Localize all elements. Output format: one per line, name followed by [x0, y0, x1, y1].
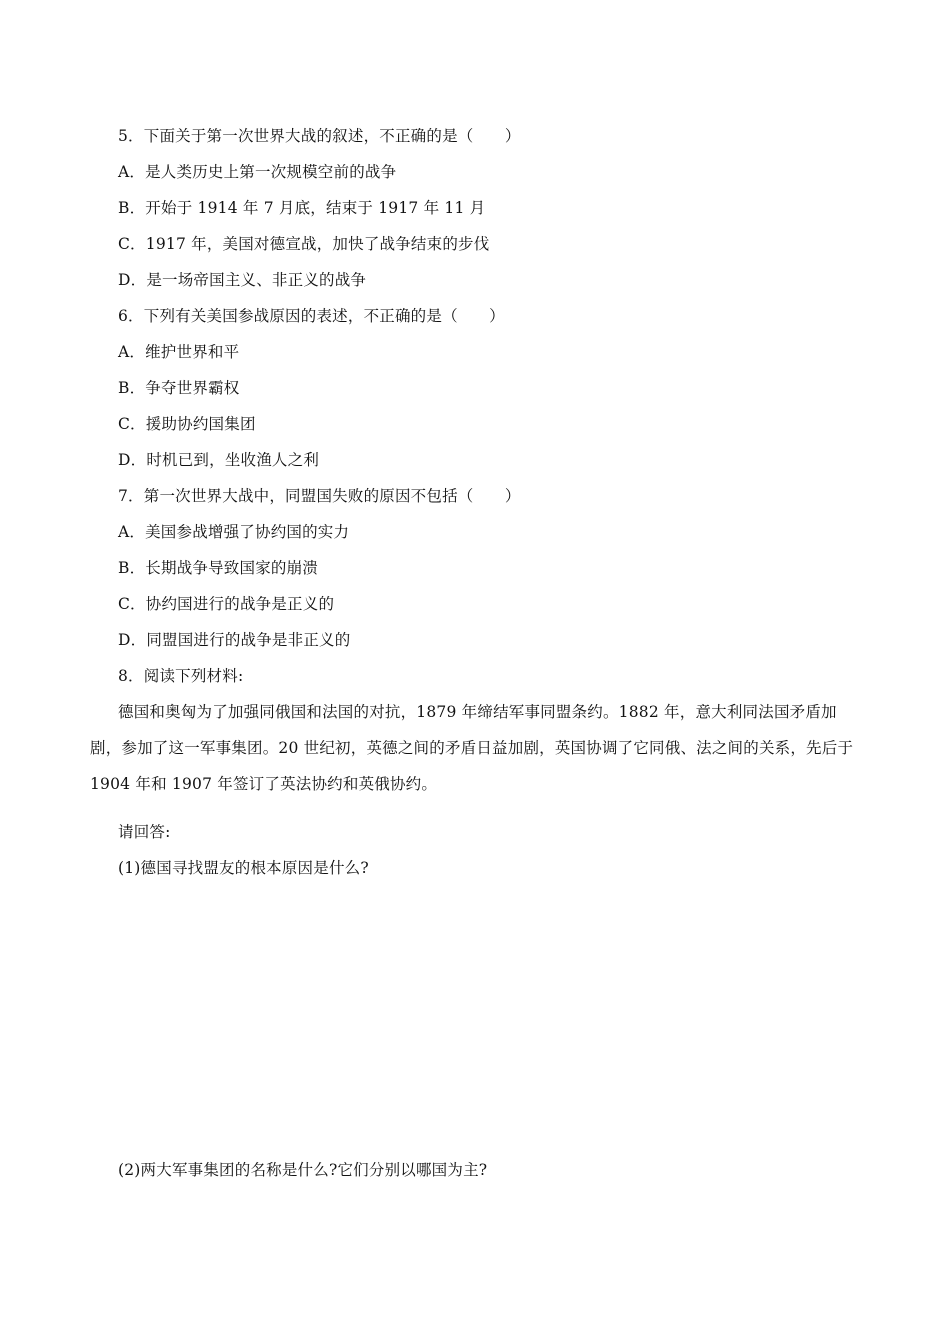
question-6-stem: 6．下列有关美国参战原因的表述，不正确的是（ ）	[118, 307, 505, 325]
question-7-option-b: B．长期战争导致国家的崩溃	[118, 559, 318, 577]
question-7-option-a: A．美国参战增强了协约国的实力	[118, 523, 350, 541]
question-6-option-a: A．维护世界和平	[118, 343, 240, 361]
question-5-stem: 5．下面关于第一次世界大战的叙述，不正确的是（ ）	[118, 127, 521, 145]
question-8-sub-2: (2)两大军事集团的名称是什么?它们分别以哪国为主?	[118, 1161, 488, 1179]
answer-space-2	[118, 1192, 858, 1322]
answer-space-1	[118, 890, 858, 1150]
question-8-material: 德国和奥匈为了加强同俄国和法国的对抗，1879 年缔结军事同盟条约。1882 年，意大利同法国矛盾加剧，参加了这一军事集团。20 世纪初，英德之间的矛盾日益加剧，英国协调了它同俄、法之间的关系，先后于 1904 年和 1907 年签订了英法协约和英俄协约。	[90, 703, 854, 793]
question-5-option-c: C．1917 年，美国对德宣战，加快了战争结束的步伐	[118, 235, 490, 253]
question-5-option-a: A．是人类历史上第一次规模空前的战争	[118, 163, 397, 181]
question-8-stem: 8．阅读下列材料:	[118, 667, 244, 685]
question-7-stem: 7．第一次世界大战中，同盟国失败的原因不包括（ ）	[118, 487, 521, 505]
question-6-option-b: B．争夺世界霸权	[118, 379, 240, 397]
question-7-option-d: D．同盟国进行的战争是非正义的	[118, 631, 351, 649]
question-5-option-d: D．是一场帝国主义、非正义的战争	[118, 271, 367, 289]
question-6-option-c: C．援助协约国集团	[118, 415, 256, 433]
question-8-sub-1: (1)德国寻找盟友的根本原因是什么?	[118, 859, 369, 877]
question-5-option-b: B．开始于 1914 年 7 月底，结束于 1917 年 11 月	[118, 199, 486, 217]
question-6-option-d: D．时机已到，坐收渔人之利	[118, 451, 320, 469]
question-7-option-c: C．协约国进行的战争是正义的	[118, 595, 335, 613]
question-8-prompt: 请回答:	[118, 823, 171, 841]
